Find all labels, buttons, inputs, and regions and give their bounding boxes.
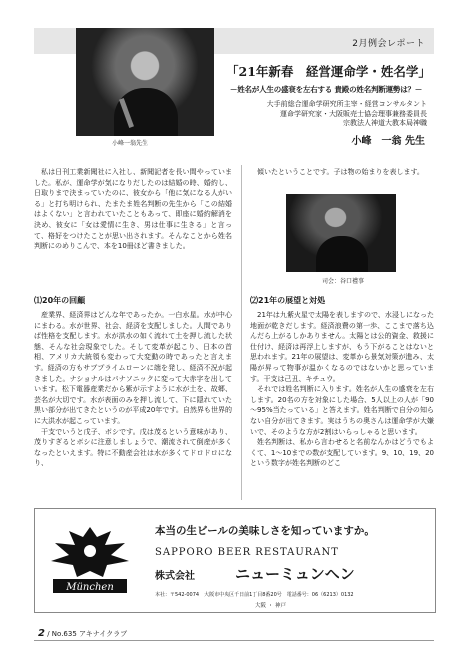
article-title-block xyxy=(226,62,431,95)
article-title: 「21年新春 経営運命学・姓名学」 xyxy=(226,64,431,79)
article-subtitle: －姓名が人生の盛衰を左右する 貴殿の姓名判断運勢は？－ xyxy=(229,85,423,94)
report-label: 2月例会レポート xyxy=(352,39,425,49)
speaker-photo xyxy=(76,28,214,136)
ad-company-label: 株式会社 xyxy=(155,571,195,582)
affiliation-line: 大手前総合運命学研究所主宰・経営コンサルタント xyxy=(266,100,427,108)
speaker-photo-caption: 小峰一翁先生 xyxy=(112,140,149,147)
affiliation-line: 運命学研究家・大阪販売士協会理事兼務委員長 xyxy=(280,109,427,118)
review-paragraph: 産業界、経済界はどんな年であったか。一白水星。水が中心にまわる。水が世界、社会、経済を支配しました。人間でありば性格を支配します。水が洪水の如く流れて土を押し流した状態、そんな社会現象でした。そして変革が起こり、日本の首相、アメリカ大統領も変わって大変動の時であったと言えます。経済の方もサブプライムローンに端を発し、経済不況が起きました。ナショナルはパナソニックに変って大赤字を出しています。松下電器産業だから紫が示すように水が土を、故郷、芸名が大切です。水が表面のみを押し流して、下に隠れていた黒い部分が出てきたというのが平成20年です。自然界も世界的に大洪水が起こっています。 xyxy=(34,311,232,425)
ad-brand-name: ニューミュンヘン xyxy=(235,565,355,583)
speaker-name: 小峰 一翁 先生 xyxy=(351,136,425,147)
intro-column-left xyxy=(34,167,232,252)
review-column xyxy=(34,310,232,469)
intro-column-right xyxy=(250,167,434,178)
intro-paragraph: 私は日刊工業新聞社に入社し、新聞記者を長い間やっていました。私が、運命学が気になりだしたのは結婚の時、婚約し、日取りまで決まっていたのに、彼女から「他に気になる人がいる」と打ち明けられ、たまたま姓名判断の先生から「この結婚はよくない」と言われていたこともあって、即座に婚約解消を決め、彼女に「女は愛情に生き、男は仕事に生きる」と言って、格好をつけたことが思い出されます。そんなことから姓名判断にのめりこんで、本を10冊ほど書きました。 xyxy=(34,168,232,251)
moderator-photo-figure xyxy=(316,236,368,272)
intro-paragraph: 傾いたということです。子は物の始まりを表します。 xyxy=(257,168,424,176)
footer-separator: / xyxy=(47,630,50,638)
outlook-paragraph: 姓名判断は、私から言わせると名前なんかはどうでもよくて、1～10までの数が支配しています。9、10、19、20という数字が姓名判断のどこ xyxy=(250,438,434,468)
section-title-review: ⑴20年の回顧 xyxy=(34,296,86,305)
section-title-outlook: ⑵21年の展望と対処 xyxy=(250,296,326,305)
outlook-paragraph: それでは姓名判断に入ります。姓名が人生の盛衰を左右します。20名の方を対象にした場合、5人以上の人が「90～95%当たっている」と答えます。姓名判断で自分の知らない自分が出てきます。実はうちの奥さんは運命学が大嫌いで、そのような方が2割はいらっしゃると思います。 xyxy=(250,385,434,436)
ad-cities: 大阪 ・ 神戸 xyxy=(255,603,286,609)
affiliation-line: 宗教法人神道大教本局神職 xyxy=(343,119,427,127)
column-divider xyxy=(241,165,242,500)
page-number: 2 xyxy=(38,628,45,639)
advertisement xyxy=(34,508,436,613)
speaker-affiliation xyxy=(267,100,427,129)
ad-headline: 本当の生ビールの美味しさを知っていますか。 xyxy=(155,525,375,537)
ad-restaurant-name: SAPPORO BEER RESTAURANT xyxy=(155,547,339,558)
outlook-column xyxy=(250,310,434,469)
munchen-eagle-logo-icon xyxy=(45,521,135,599)
footer-rule xyxy=(34,640,434,641)
logo-text: München xyxy=(66,582,114,593)
review-paragraph: 干支でいうと戊子、ボシです。戊は茂るという意味があり、茂りすぎるとボシに注意しましょうで、潮流されて倒産が多くなったといえます。特に不動産会社は水が多くてドロドロになり、 xyxy=(34,427,232,468)
outlook-paragraph: 21年は九紫火星で太陽を表しますので、水浸しになった地面が乾きだします。経済浪費の第一歩、ここまで落ち込んだら上がるしかありません。太陽とは公的資金、救援に仕付け、経済は再浮上しますが、もう下がることはないと思われます。21年の展望は、変革から景気対策が進み、太陽が昇って物事が温かくなるのではないかと思っています。干支は己丑、キチュウ。 xyxy=(250,311,434,383)
moderator-photo-caption: 司会：谷口禮事 xyxy=(322,278,365,285)
page-footer xyxy=(38,628,127,639)
ad-address: 本社：〒542-0074 大阪市中央区千日前1丁目8番20号 電話番号：06（6213）0132 xyxy=(155,592,354,598)
issue-label: No.635 アキナイクラブ xyxy=(51,630,128,638)
moderator-photo xyxy=(286,194,396,272)
